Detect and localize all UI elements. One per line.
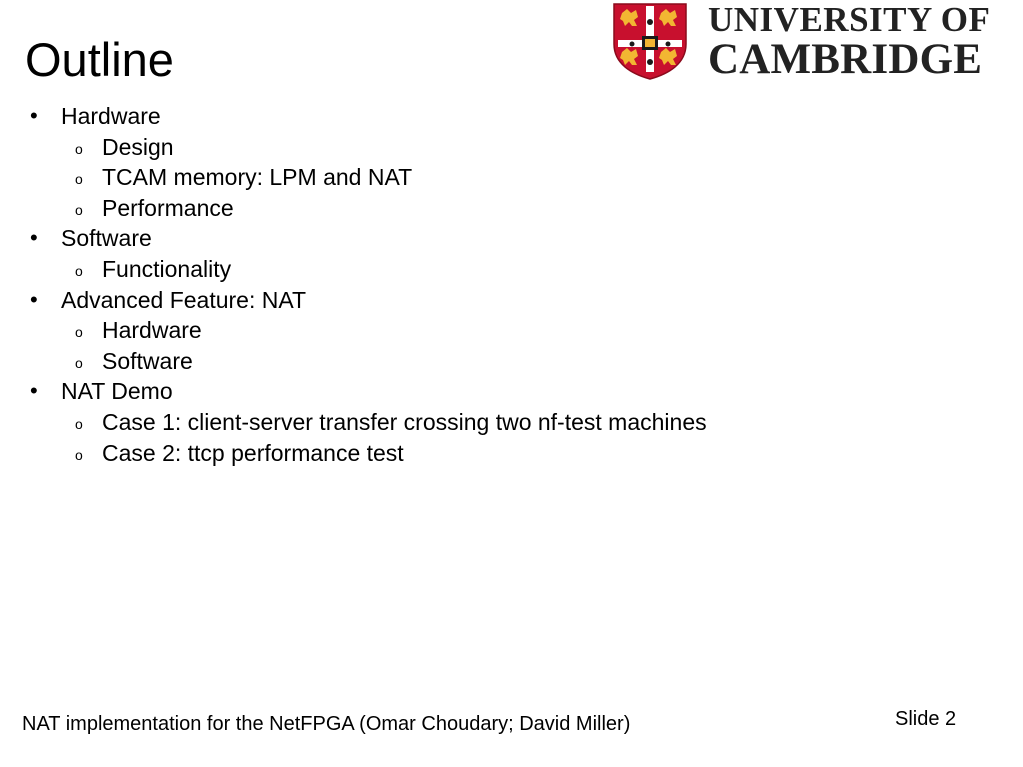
circle-bullet-icon: o <box>75 354 83 371</box>
outline-item-label: NAT Demo <box>61 378 173 405</box>
outline-subitem-label: Case 1: client-server transfer crossing two nf-test machines <box>102 408 707 435</box>
bullet-icon: • <box>30 103 38 128</box>
circle-bullet-icon: o <box>75 262 83 279</box>
slide-footer: NAT implementation for the NetFPGA (Omar Choudary; David Miller) <box>22 713 631 735</box>
logo-line-cambridge: CAMBRIDGE <box>708 36 983 83</box>
outline-subitem <box>0 346 1000 377</box>
outline-subitem <box>0 438 1000 469</box>
circle-bullet-icon: o <box>75 140 83 157</box>
outline-subitem <box>0 193 1000 224</box>
outline-subitem-label: TCAM memory: LPM and NAT <box>102 164 413 191</box>
outline-subitem-label: Case 2: ttcp performance test <box>102 439 404 466</box>
outline-subitem <box>0 254 1000 285</box>
slide-number: Slide 2 <box>895 708 957 730</box>
outline-item <box>0 285 1000 316</box>
university-logo <box>612 2 1014 82</box>
bullet-icon: • <box>30 286 38 312</box>
coat-of-arms-icon <box>612 2 688 80</box>
outline-item <box>0 376 1000 407</box>
outline-list <box>0 101 1000 468</box>
circle-bullet-icon: o <box>75 446 83 463</box>
outline-item-label: Advanced Feature: NAT <box>61 286 307 313</box>
outline-subitem-label: Functionality <box>102 255 232 282</box>
bullet-icon: • <box>30 225 38 251</box>
slide-title: Outline <box>25 33 174 86</box>
circle-bullet-icon: o <box>75 171 83 188</box>
outline-subitem-label: Design <box>102 133 174 160</box>
outline-item <box>0 223 1000 254</box>
logo-line-university-of: UNIVERSITY OF <box>708 0 991 39</box>
outline-item <box>0 101 1000 132</box>
bullet-icon: • <box>30 378 38 404</box>
outline-subitem <box>0 315 1000 346</box>
outline-item-label: Software <box>61 225 152 252</box>
circle-bullet-icon: o <box>75 201 83 218</box>
outline-subitem <box>0 162 1000 193</box>
circle-bullet-icon: o <box>75 415 83 432</box>
outline-subitem <box>0 407 1000 438</box>
outline-subitem-label: Hardware <box>102 317 202 344</box>
outline-item-label: Hardware <box>61 103 161 129</box>
outline-subitem-label: Software <box>102 347 193 374</box>
outline-subitem <box>0 132 1000 163</box>
outline-subitem-label: Performance <box>102 194 234 221</box>
circle-bullet-icon: o <box>75 324 83 341</box>
